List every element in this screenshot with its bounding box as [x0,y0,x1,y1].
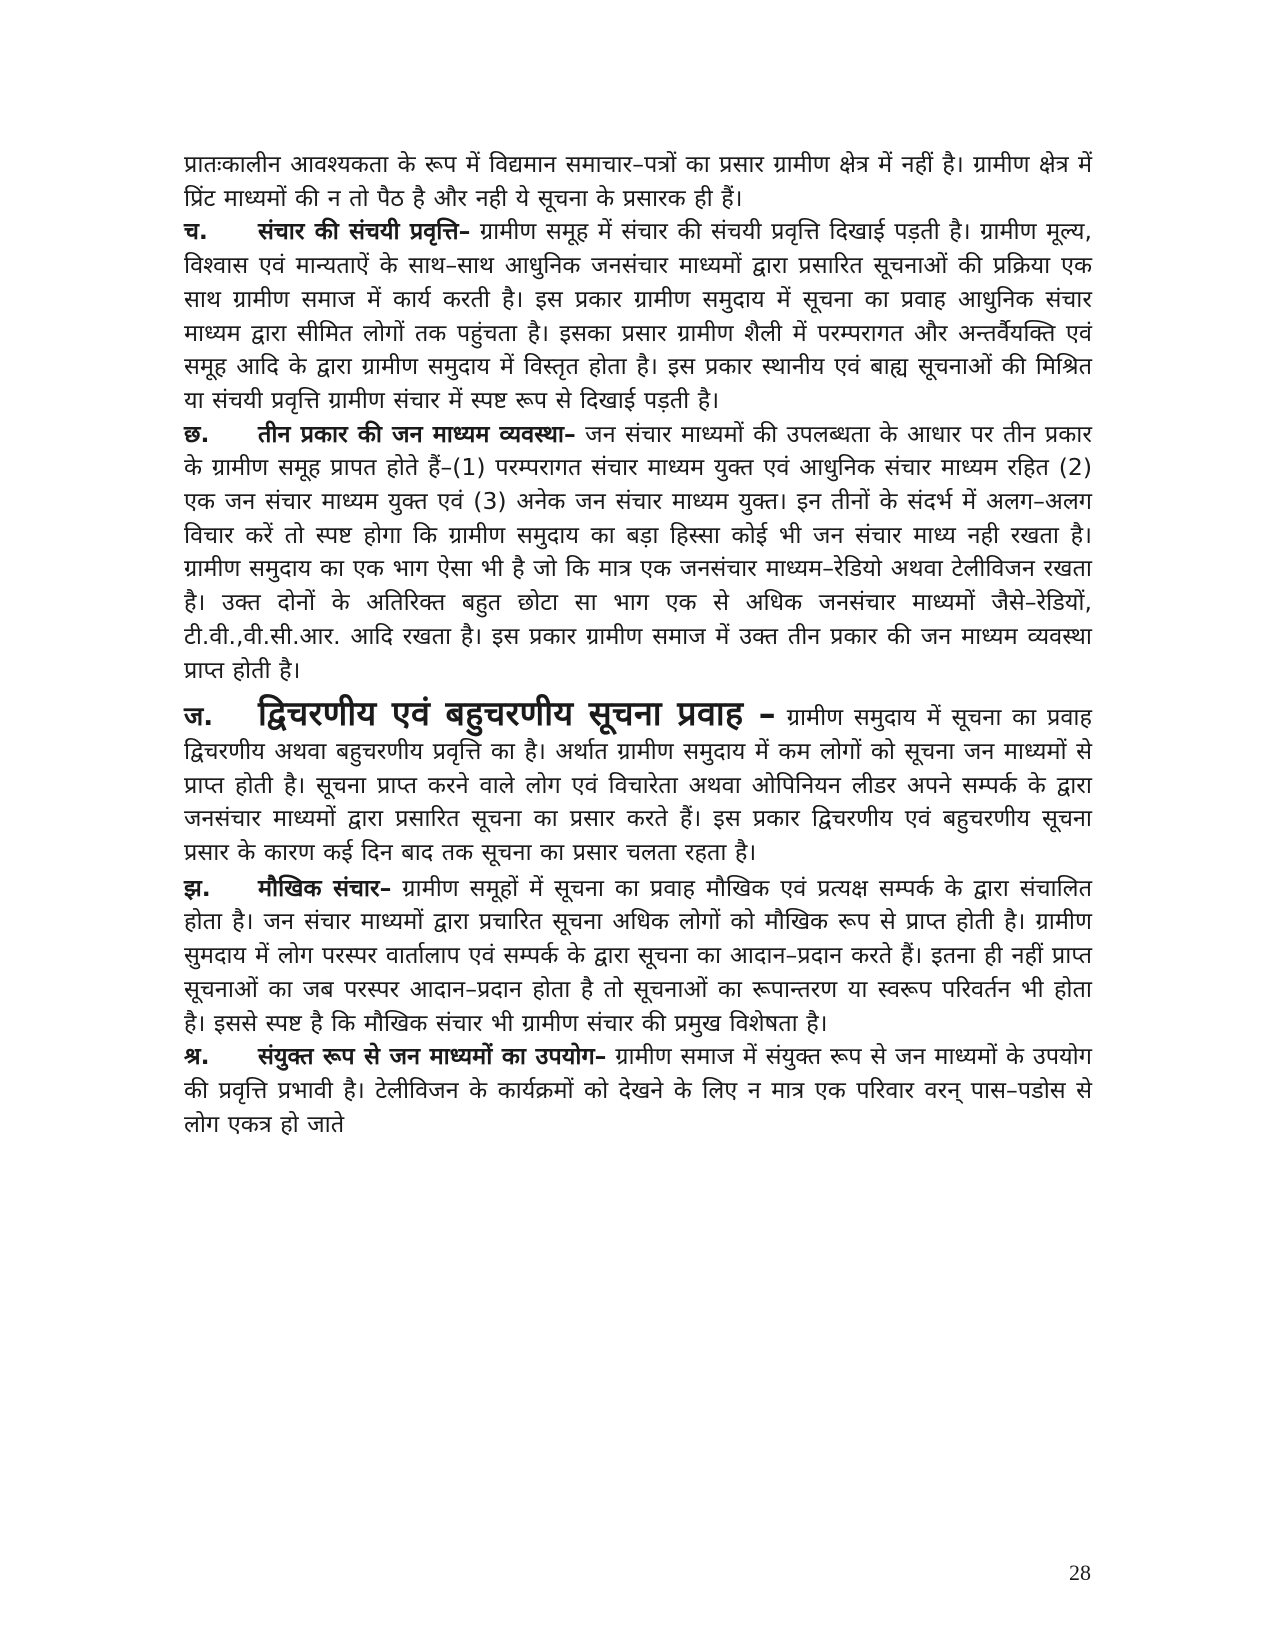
section-marker: झ. [184,873,211,902]
page-number: 28 [1069,1560,1091,1585]
section-marker: छ. [184,419,210,448]
section-heading: मौखिक संचार– [258,873,392,902]
section-body: ग्रामीण समुदाय में सूचना का प्रवाह द्विचरणीय अथवा बहुचरणीय प्रवृत्ति का है। अर्थात ग्रामीण समुदाय में कम लोगों को सूचना जन माध्यमों से प्राप्त होती है। सूचना प्राप्त करने वाले लोग एवं विचारेता अथवा ओपिनियन लीडर अपने सम्पर्क के द्वारा जनसंचार माध्यमों द्वारा प्रसारित सूचना का प्रसार करते हैं। इस प्रकार द्विचरणीय एवं बहुचरणीय सूचना प्रसार के कारण कई दिन बाद तक सूचना का प्रसार चलता रहता है। [184,703,1092,867]
section-heading: संयुक्त रूप से जन माध्यमों का उपयोग– [258,1042,607,1071]
section-cha [184,215,1092,417]
section-marker: च. [184,217,208,246]
section-body: ग्रामीण समाज में संयुक्त रूप से जन माध्यमों के उपयोग की प्रवृत्ति प्रभावी है। टेलीविजन के कार्यक्रमों को देखने के लिए न मात्र एक परिवार वरन् पास–पडोस से लोग एकत्र हो जाते [184,1042,1092,1138]
section-shra [184,1040,1092,1141]
section-ja [184,695,1092,870]
section-body: जन संचार माध्यमों की उपलब्धता के आधार पर तीन प्रकार के ग्रामीण समूह प्रापत होते हैं–(1) परम्परागत संचार माध्यम युक्त एवं आधुनिक संचार माध्यम रहित (2) एक जन संचार माध्यम युक्त एवं (3) अनेक जन संचार माध्यम युक्त। इन तीनों के संदर्भ में अलग–अलग विचार करें तो स्पष्ट होगा कि ग्रामीण समुदाय का बड़ा हिस्सा कोई भी जन संचार माध्य नही रखता है। ग्रामीण समुदाय का एक भाग ऐसा भी है जो कि मात्र एक जनसंचार माध्यम–रेडियो अथवा टेलीविजन रखता है। उक्त दोनों के अतिरिक्त बहुत छोटा सा भाग एक से अधिक जनसंचार माध्यमों जैसे–रेडियों, टी.वी.,वी.सी.आर. आदि रखता है। इस प्रकार ग्रामीण समाज में उक्त तीन प्रकार की जन माध्यम व्यवस्था प्राप्त होती है। [184,419,1092,684]
section-body: ग्रामीण समूहों में सूचना का प्रवाह मौखिक एवं प्रत्यक्ष सम्पर्क के द्वारा संचालित होता है। जन संचार माध्यमों द्वारा प्रचारित सूचना अधिक लोगों को मौखिक रूप से प्राप्त होती है। ग्रामीण सुमदाय में लोग परस्पर वार्तालाप एवं सम्पर्क के द्वारा सूचना का आदान–प्रदान करते हैं। इतना ही नहीं प्राप्त सूचनाओं का जब परस्पर आदान–प्रदान होता है तो सूचनाओं का रूपान्तरण या स्वरूप परिवर्तन भी होता है। इससे स्पष्ट है कि मौखिक संचार भी ग्रामीण संचार की प्रमुख विशेषता है। [184,873,1093,1037]
section-marker: श्र. [184,1042,210,1071]
section-chha [184,418,1092,688]
section-body: ग्रामीण समूह में संचार की संचयी प्रवृत्ति दिखाई पड़ती है। ग्रामीण मूल्य, विश्वास एवं मान्यताऐं के साथ–साथ आधुनिक जनसंचार माध्यमों द्वारा प्रसारित सूचनाओं की प्रक्रिया एक साथ ग्रामीण समाज में कार्य करती है। इस प्रकार ग्रामीण समुदाय में सूचना का प्रवाह आधुनिक संचार माध्यम द्वारा सीमित लोगों तक पहुंचता है। इसका प्रसार ग्रामीण शैली में परम्परागत और अन्तर्वैयक्ति एवं समूह आदि के द्वारा ग्रामीण समुदाय में विस्तृत होता है। इस प्रकार स्थानीय एवं बाह्य सूचनाओं की मिश्रित या संचयी प्रवृत्ति ग्रामीण संचार में स्पष्ट रूप से दिखाई पड़ती है। [184,217,1092,414]
section-heading: संचार की संचयी प्रवृत्ति– [258,217,471,246]
section-heading: द्विचरणीय एवं बहुचरणीय सूचना प्रवाह – [258,694,776,735]
section-heading: तीन प्रकार की जन माध्यम व्यवस्था– [258,419,576,448]
page-content [184,148,1092,1141]
section-marker: ज. [184,702,214,733]
section-jha [184,872,1092,1041]
intro-paragraph: प्रातःकालीन आवश्यकता के रूप में विद्यमान समाचार–पत्रों का प्रसार ग्रामीण क्षेत्र में नहीं है। ग्रामीण क्षेत्र में प्रिंट माध्यमों की न तो पैठ है और नही ये सूचना के प्रसारक ही हैं। [184,150,1092,212]
